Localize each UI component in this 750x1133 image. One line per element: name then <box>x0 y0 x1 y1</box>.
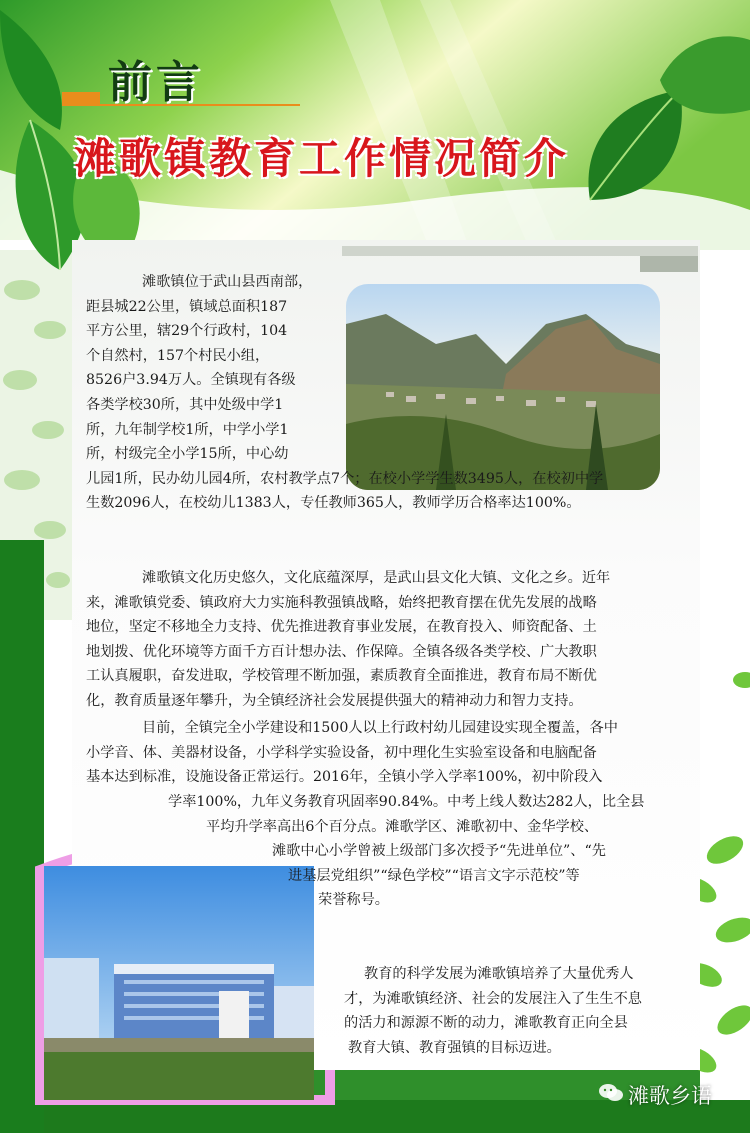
paragraph-current <box>86 716 618 790</box>
text-line: 个自然村，157个村民小组， <box>86 347 270 364</box>
tag-accent-bar <box>62 92 100 106</box>
panel-stripe <box>342 246 698 256</box>
text-line: 才，为滩歌镇经济、社会的发展注入了生生不息 <box>344 990 642 1007</box>
text-line: 基本达到标准，设施设备正常运行。2016年，全镇小学入学率100%，初中阶段入 <box>86 769 603 786</box>
text-line: 距县城22公里，镇域总面积187 <box>86 298 288 315</box>
panel-stripe-accent <box>640 256 698 272</box>
watermark: 滩歌乡语 <box>628 1084 712 1108</box>
text-line: 学率100%，九年义务教育巩固率90.84%。中考上线人数达282人，比全县 <box>168 794 645 810</box>
text-line: 地划拨、优化环境等方面千方百计想办法、作保障。全镇各级各类学校、广大教职 <box>86 643 597 660</box>
text-line: 来，滩歌镇党委、镇政府大力实施科教强镇战略，始终把教育摆在优先发展的战略 <box>86 594 597 611</box>
text-line: 进基层党组织”“绿色学校”“语言文字示范校”等 <box>288 867 580 884</box>
text-line: 滩歌镇文化历史悠久，文化底蕴深厚，是武山县文化大镇、文化之乡。近年 <box>142 570 611 586</box>
text-line: 各类学校30所，其中处级中学1 <box>86 396 284 413</box>
text-line: 目前，全镇完全小学建设和1500人以上行政村幼儿园建设实现全覆盖，各中 <box>142 720 618 736</box>
paragraph-current-cont <box>168 790 644 913</box>
text-line: 教育大镇、教育强镇的目标迈进。 <box>348 1039 561 1056</box>
text-line: 滩歌镇位于武山县西南部， <box>142 274 313 290</box>
text-line: 所，村级完全小学15所，中心幼 <box>86 446 289 463</box>
text-line: 荣誉称号。 <box>318 892 389 909</box>
paragraph-culture <box>86 566 610 714</box>
text-line: 平方公里，辖29个行政村，104 <box>86 323 288 340</box>
section-tag: 前言 <box>108 57 204 108</box>
paragraph-future <box>344 962 642 1060</box>
paragraph-intro <box>86 270 603 516</box>
text-line: 化，教育质量逐年攀升，为全镇经济社会发展提供强大的精神动力和智力支持。 <box>86 692 583 709</box>
text-line: 的活力和源源不断的动力，滩歌教育正向全县 <box>344 1015 628 1032</box>
text-line: 生数2096人，在校幼儿1383人，专任教师365人，教师学历合格率达100%。 <box>86 495 581 512</box>
page-title: 滩歌镇教育工作情况简介 <box>74 134 570 183</box>
text-line: 滩歌中心小学曾被上级部门多次授予“先进单位”、“先 <box>272 843 606 860</box>
text-line: 所，九年制学校1所，中学小学1 <box>86 421 289 438</box>
text-line: 小学音、体、美器材设备，小学科学实验设备，初中理化生实验室设备和电脑配备 <box>86 744 597 761</box>
text-line: 儿园1所，民办幼儿园4所，农村教学点7个；在校小学学生数3495人，在校初中学 <box>86 470 604 487</box>
text-line: 地位，坚定不移地全力支持、优先推进教育事业发展，在教育投入、师资配备、土 <box>86 619 597 636</box>
text-line: 教育的科学发展为滩歌镇培养了大量优秀人 <box>364 966 634 982</box>
text-line: 8526户3.94万人。全镇现有各级 <box>86 372 296 389</box>
text-line: 工认真履职，奋发进取，学校管理不断加强，素质教育全面推进，教育布局不断优 <box>86 668 597 685</box>
text-line: 平均升学率高出6个百分点。滩歌学区、滩歌初中、金华学校、 <box>206 818 599 835</box>
wechat-icon <box>598 1082 624 1104</box>
